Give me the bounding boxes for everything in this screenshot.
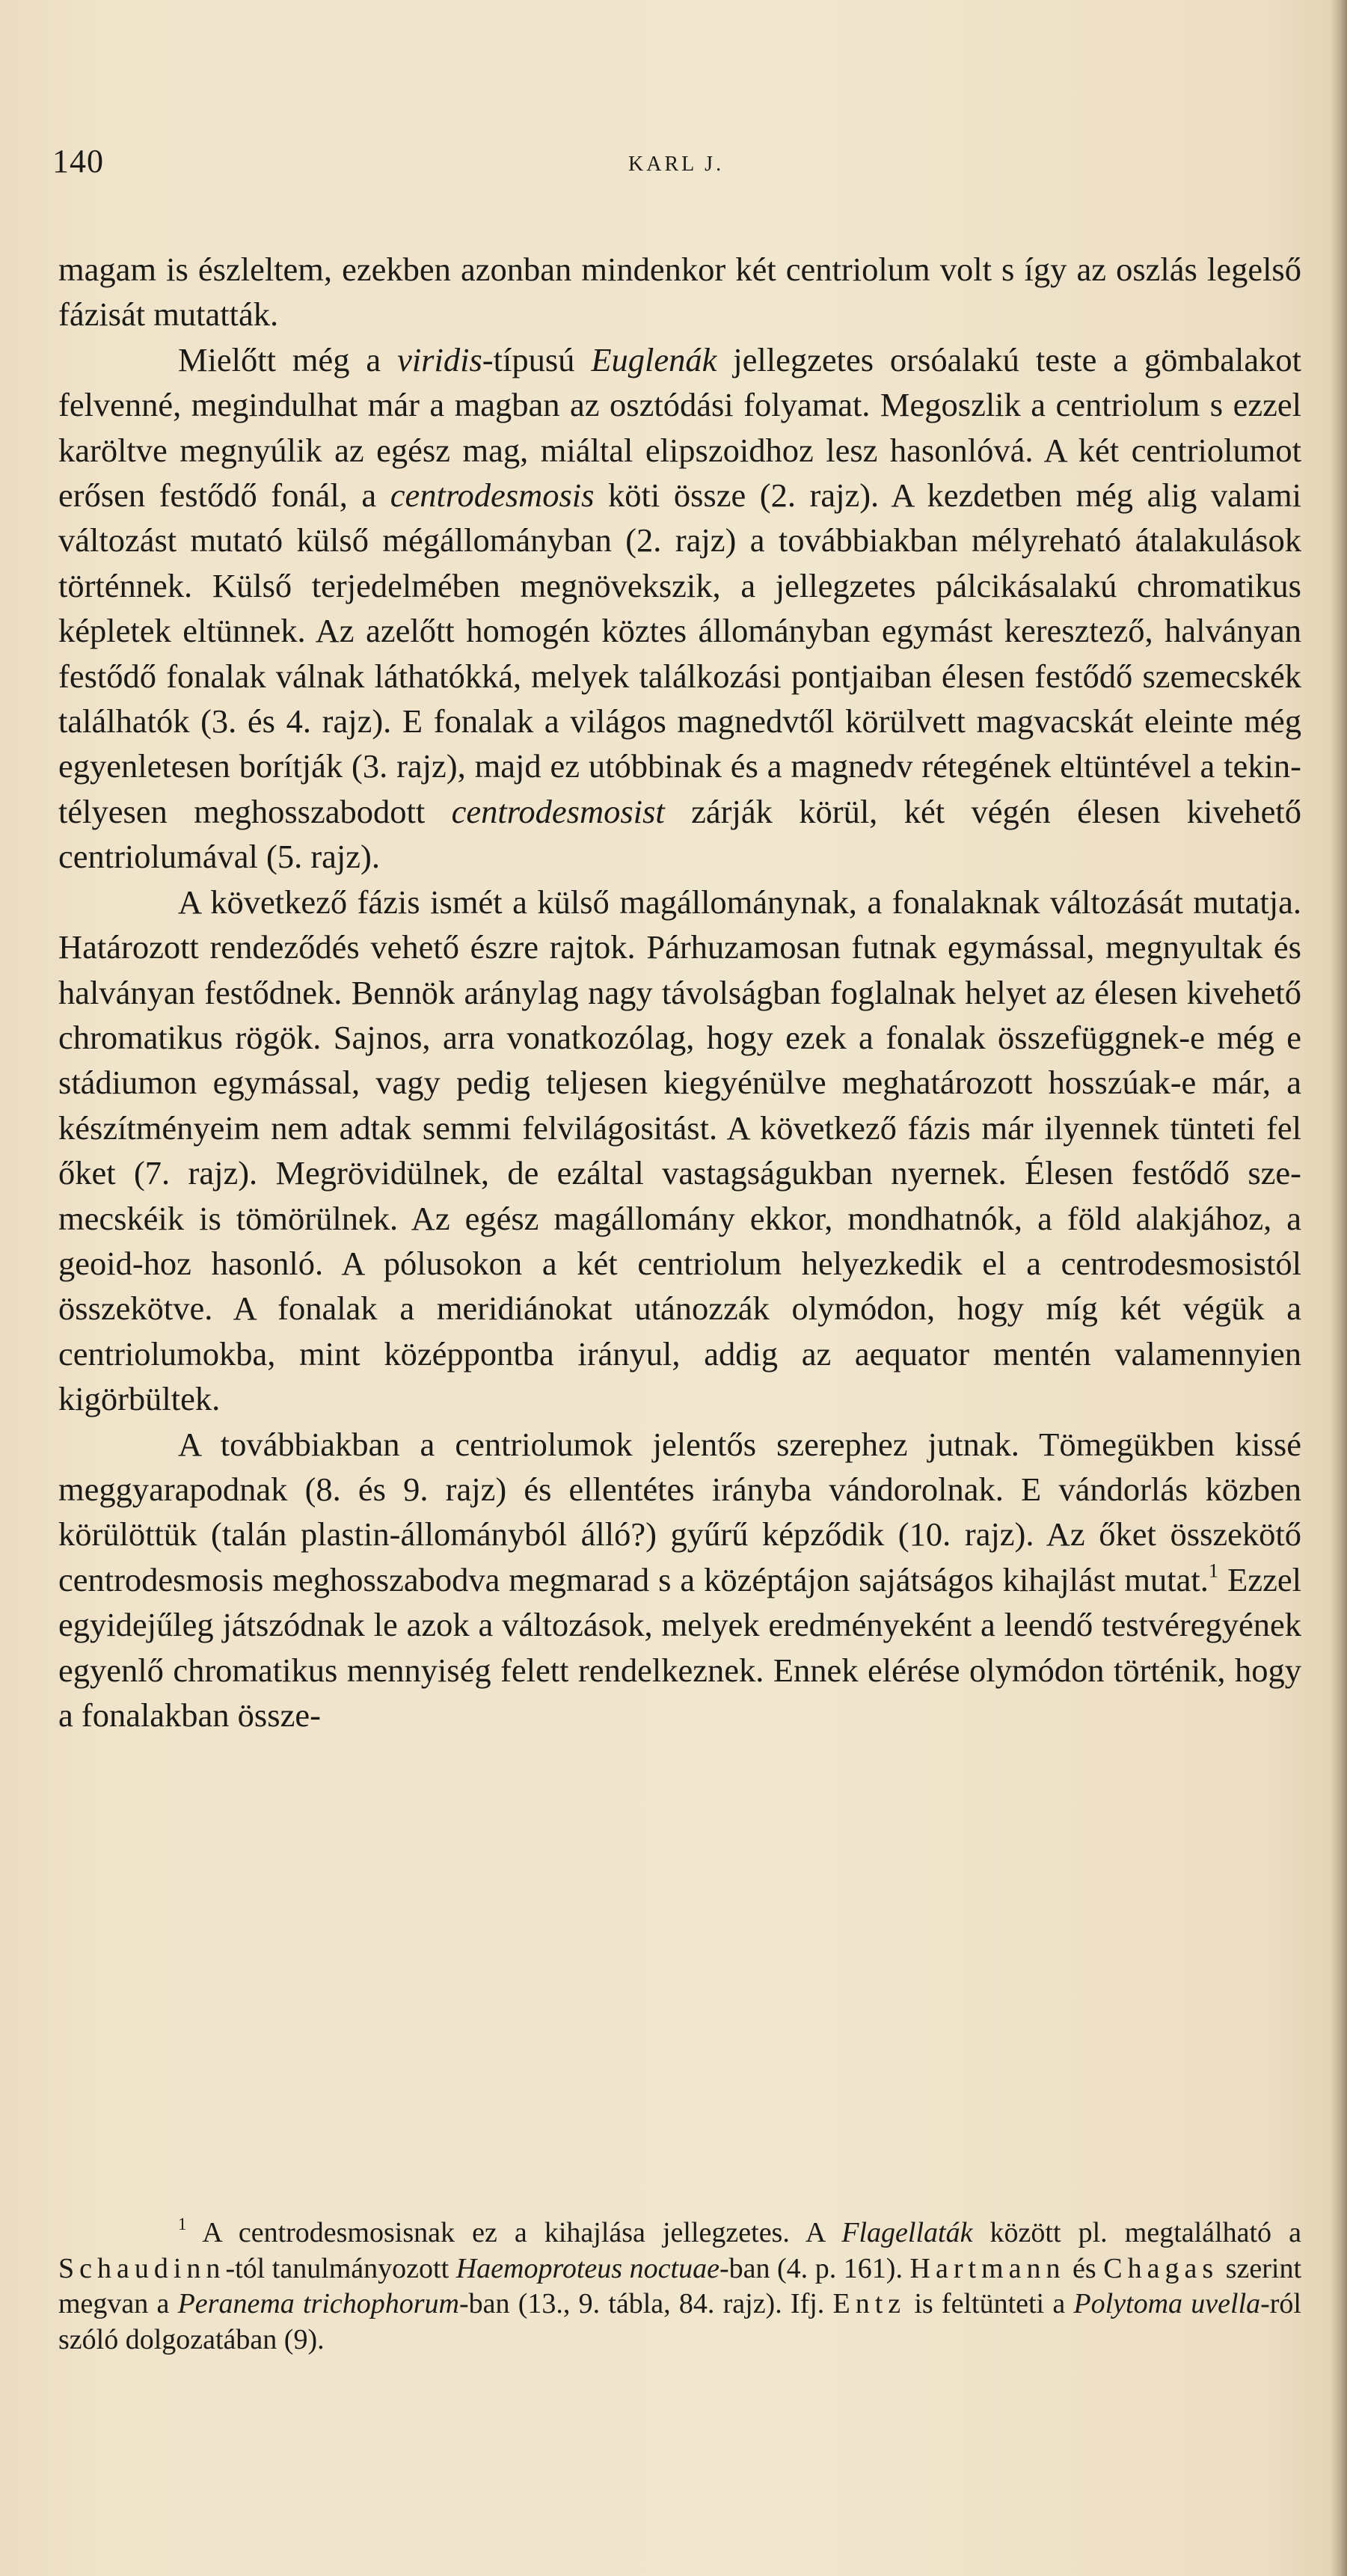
footnote [58, 2215, 1301, 2358]
italic-term: centrodesmosist [451, 792, 665, 830]
italic-term: Peranema trichophorum [177, 2288, 459, 2319]
text-run: jellegzetes orsóalakú teste a gömbalakot felvenné, megindulhat már a magban az osztódási folyamat. Megoszlik a centriolum s ezzel karöltve megnyúlik az egész mag, miáltal elipszoidhoz lesz hasonlóvá. A két centriolumot erősen festődő fonál, a [58, 340, 1301, 515]
italic-term: Flagellaták [841, 2217, 973, 2248]
page-header [52, 142, 1294, 194]
paragraph [58, 337, 1301, 880]
paragraph [58, 1422, 1301, 1738]
text-run: Mielőtt még a [178, 340, 398, 378]
body-text [58, 247, 1301, 1738]
text-run: -ban (4. p. 161). [719, 2252, 910, 2284]
text-run: zárják körül, két végén élesen kivehető centriolumával (5. rajz). [58, 792, 1302, 876]
footnotes [58, 2215, 1301, 2358]
footnote-marker: 1 [178, 2215, 187, 2234]
text-run: A centrodesmosisnak ez a kihajlása jellegzetes. A [186, 2217, 842, 2248]
italic-term: viridis [397, 340, 482, 378]
italic-term: Haemoproteus noctuae [455, 2252, 719, 2284]
text-run: -típusú [482, 340, 592, 378]
text-run: -ban (13., 9. tábla, 84. rajz). Ifj. [459, 2288, 833, 2319]
italic-term: centrodesmosis [390, 476, 595, 515]
text-run: szerint megvan a [58, 2252, 1302, 2319]
author-name: Chagas [1103, 2252, 1219, 2284]
text-run: -ról szóló dolgozatában (9). [58, 2288, 1301, 2355]
text-run: Ezzel egyidejűleg játszódnak le azok a változások, melyek eredményeként a leendő testvéregyének egyenlő chromatikus mennyiség felett rendelkeznek. Ennek elérése olymódon történik, hogy a fonalakban össze- [58, 1560, 1301, 1734]
running-head: KARL J. [628, 153, 725, 176]
footnote-marker: 1 [1208, 1559, 1219, 1582]
italic-term: Euglenák [591, 340, 717, 378]
text-run: is feltünteti a [906, 2288, 1074, 2319]
text-run: és [1065, 2252, 1104, 2284]
page-number: 140 [52, 143, 104, 180]
text-run: köti össze (2. rajz). A kezdetben még alig valami változást mutató külső mégállományban (2. rajz) a továbbiakban mélyreható átalakulások történnek. Külső terjedelmében megnövekszik, a jellegzetes pálcikásalakú chromatikus képletek eltünnek. Az azelőtt homogén köztes állományban egymást keresztező, halványan festődő fonalak válnak láthatókká, melyek találkozási pontjaiban élesen festődő szemecskék találhatók (3. és 4. rajz). E fonalak a világos magnedvtől körülvett magvacskát eleinte még egyenletesen borítják (3. rajz), majd ez utóbbinak és a magnedv rétegének eltüntével a tekintélyesen meghosszabodott [58, 476, 1302, 830]
author-name: Hartmann [909, 2252, 1066, 2284]
text-run: között pl. megtalálható a [972, 2217, 1301, 2248]
text-run: -tól tanulmányozott [225, 2252, 456, 2284]
paragraph [58, 247, 1301, 337]
paragraph [58, 880, 1301, 1422]
author-name: Entz [832, 2288, 906, 2319]
text-run: magam is észleltem, ezekben azonban mindenkor két centriolum volt s így az oszlás legelső fázisát mutatták. [58, 251, 1301, 334]
text-run: A következő fázis ismét a külső magállománynak, a fonalaknak változását mutatja. Határozott rendeződés vehető észre rajtok. Párhuzamosan futnak egymással, megnyultak és halványan festődnek. Bennök aránylag nagy távolságban foglalnak helyet az élesen kivehető chromatikus rögök. Sajnos, arra vonatkozólag, hogy ezek a fonalak összefüggnek-e még e stádiumon egymással, vagy pedig teljesen kiegyénülve meghatározott hosszúak-e már, a készítményeim nem adtak semmi felvilágositást. A következő fázis már ilyennek tünteti fel őket (7. rajz). Megrövidülnek, de ezáltal vastagságukban nyernek. Élesen festődő szemecskéik is tömörülnek. Az egész magállomány ekkor, mondhatnók, a föld alakjához, a geoid-hoz hasonló. A pólusokon a két centriolum helyezkedik el a centrodesmosistól összekötve. A fonalak a meridiánokat utánozzák olymódon, hogy míg két végük a centriolumokba, mint középpontba irányul, addig az aequator mentén valamennyien kigörbültek. [58, 883, 1301, 1418]
author-name: Schaudinn [58, 2252, 226, 2284]
italic-term: Polytoma uvella [1073, 2288, 1261, 2319]
text-run: A továbbiakban a centriolumok jelentős szerephez jutnak. Tömegükben kissé meggyarapodnak (8. és 9. rajz) és ellentétes irányba vándorolnak. E vándorlás közben körülöttük (talán plastin-állományból álló?) gyűrű képződik (10. rajz). Az őket összekötő centrodesmosis meghosszabodva megmarad s a középtájon sajátságos kihajlást mutat. [58, 1425, 1301, 1598]
page-edge-shadow [1331, 0, 1347, 2576]
